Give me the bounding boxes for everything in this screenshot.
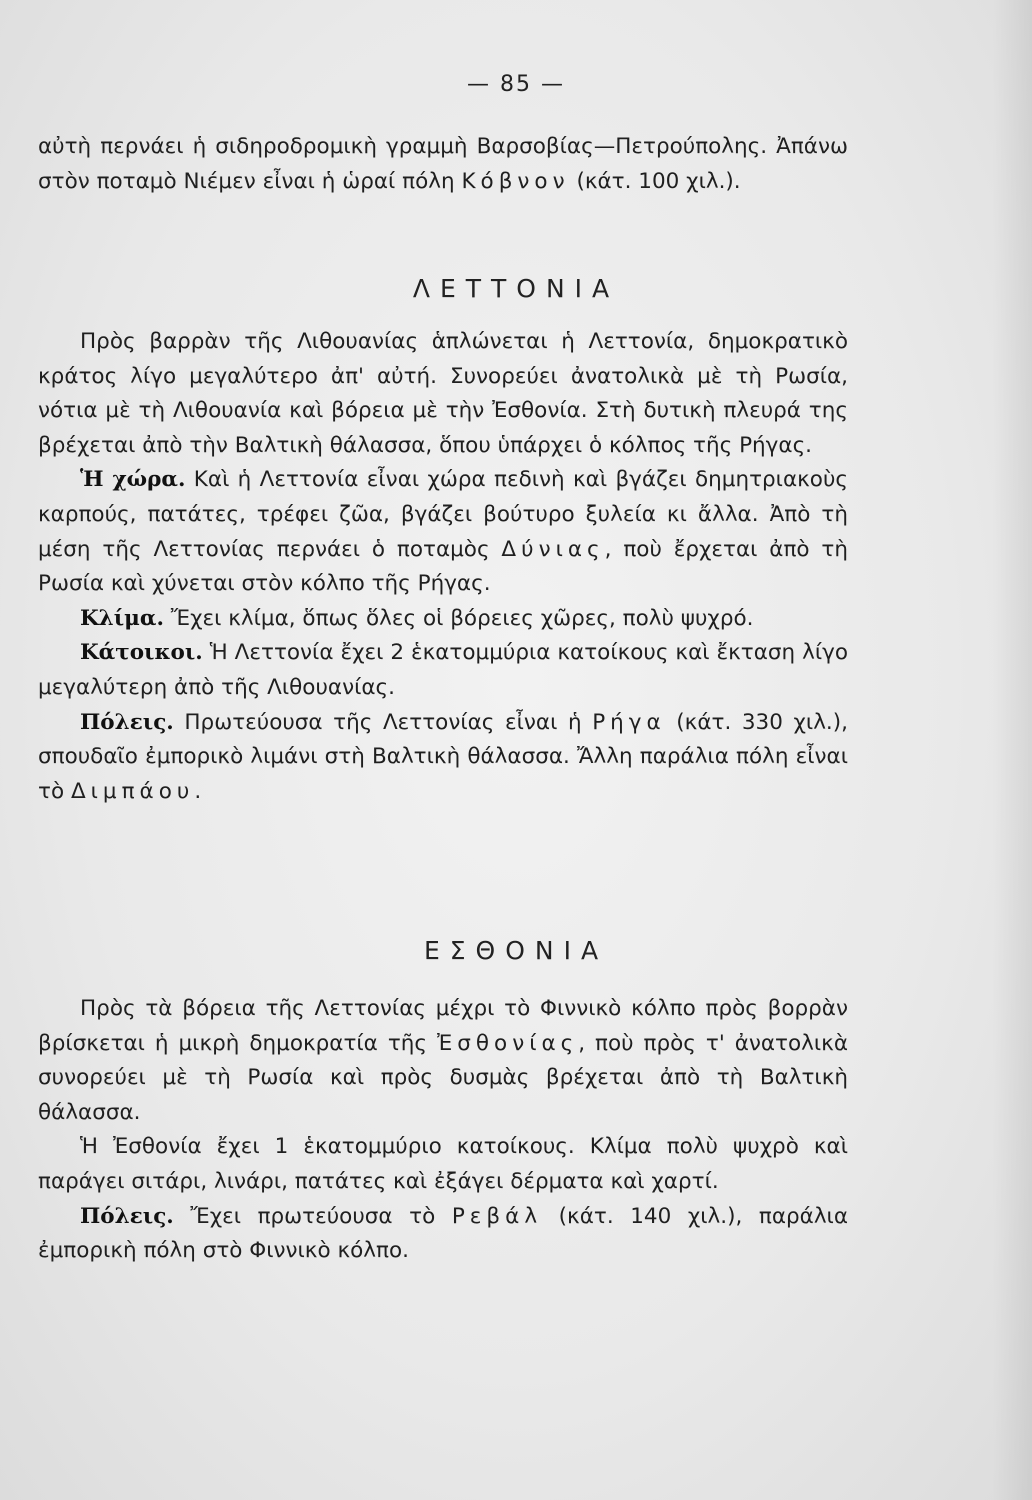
estonia-section [38, 992, 848, 1269]
paragraph-lead: Ἡ χώρα. [80, 467, 186, 493]
paragraph [38, 1130, 848, 1199]
city-name: Ρεβάλ [451, 1203, 543, 1229]
paragraph-lead: Κλίμα. [80, 605, 164, 631]
city-name: Διμπάου [70, 778, 195, 804]
river-name: Δύνιας [501, 536, 605, 562]
paragraph-text: Ἔχει κλίμα, ὅπως ὅλες οἱ βόρειες χῶρες, πολὺ ψυχρό. [170, 605, 754, 631]
paragraph-text: Ἡ Λεττονία ἔχει 2 ἑκατομμύρια κατοίκους καὶ ἔκταση λίγο μεγαλύτερη ἀπὸ τῆς Λιθουανίας. [38, 640, 848, 700]
page-number: — 85 — [467, 72, 565, 97]
paragraph-text: (κάτ. 100 χιλ.). [569, 168, 741, 194]
paragraph-text: (κάτ. 330 χιλ.), σπουδαῖο ἐμπορικὸ λιμάνι στὴ Βαλτικὴ θάλασσα. Ἄλλη παράλια πόλη εἶναι τὸ [38, 709, 848, 804]
continued-text-block [38, 130, 848, 199]
paragraph-text: Πρὸς τὰ βόρεια τῆς Λεττονίας μέχρι τὸ Φιννικὸ κόλπο πρὸς βορρὰν βρίσκεται ἡ μικρὴ δημοκρατία τῆς [38, 996, 848, 1056]
latvia-section [38, 325, 848, 809]
paragraph [38, 463, 848, 601]
paragraph-text: Πρωτεύουσα τῆς Λεττονίας εἶναι ἡ [184, 709, 593, 735]
city-name: Κόβνον [461, 168, 570, 194]
paragraph [38, 602, 848, 637]
paragraph [38, 636, 848, 705]
paragraph-text: Πρὸς βαρρὰν τῆς Λιθουανίας ἁπλώνεται ἡ Λεττονία, δημοκρατικὸ κράτος λίγο μεγαλύτερο ἀπ' αὐτή. Συνορεύει ἀνατολικὰ μὲ τὴ Ρωσία, νότια μὲ τὴ Λιθουανία καὶ βόρεια μὲ τὴν Ἐσθονία. Στὴ δυτικὴ πλευρά της βρέχεται ἀπὸ τὴν Βαλτικὴ θάλασσα, ὅπου ὑπάρχει ὁ κόλπος τῆς Ρήγας. [38, 329, 848, 458]
paragraph [38, 992, 848, 1130]
section-heading-estonia: ΕΣΘΟΝΙΑ [423, 936, 609, 965]
paragraph [38, 706, 848, 810]
page-edge-shadow [992, 0, 1032, 1500]
country-name: Ἐσθονίας [436, 1030, 579, 1056]
paragraph [38, 130, 848, 199]
paragraph-text: (κάτ. 140 χιλ.), παράλια ἐμπορικὴ πόλη στὸ Φιννικὸ κόλπο. [38, 1203, 849, 1264]
paragraph [38, 325, 848, 463]
paragraph-lead: Πόλεις. [80, 709, 174, 735]
paragraph-text: . [194, 778, 202, 804]
paragraph-text: , ποὺ ἔρχεται ἀπὸ τὴ Ρωσία καὶ χύνεται στὸν κόλπο τῆς Ρήγας. [38, 536, 848, 597]
paragraph-lead: Πόλεις. [80, 1203, 174, 1229]
paragraph-text: Ἔχει πρωτεύουσα τὸ [190, 1203, 452, 1229]
paragraph-lead: Κάτοικοι. [80, 640, 203, 666]
paragraph-text: Καὶ ἡ Λεττονία εἶναι χώρα πεδινὴ καὶ βγάζει δημητριακοὺς καρπούς, πατάτες, τρέφει ζῶα, βγάζει βούτυρο ξυλεία κι ἄλλα. Ἀπὸ τὴ μέση τῆς Λεττονίας περνάει ὁ ποταμὸς [38, 467, 848, 562]
paragraph-text: , ποὺ πρὸς τ' ἀνατολικὰ συνορεύει μὲ τὴ Ρωσία καὶ πρὸς δυσμὰς βρέχεται ἀπὸ τὴ Βαλτικὴ θάλασσα. [38, 1030, 848, 1125]
paragraph [38, 1200, 848, 1269]
paragraph-text: Ἡ Ἐσθονία ἔχει 1 ἑκατομμύριο κατοίκους. Κλίμα πολὺ ψυχρὸ καὶ παράγει σιτάρι, λινάρι, πατάτες καὶ ἐξάγει δέρματα καὶ χαρτί. [38, 1134, 848, 1194]
city-name: Ρήγα [592, 709, 666, 735]
paragraph-text: αὐτὴ περνάει ἡ σιδηροδρομικὴ γραμμὴ Βαρσοβίας—Πετρούπολης. Ἀπάνω στὸν ποταμὸ Νιέμεν εἶναι ἡ ὡραί πόλη [38, 134, 848, 194]
section-heading-latvia: ΛΕΤΤΟΝΙΑ [412, 274, 620, 303]
